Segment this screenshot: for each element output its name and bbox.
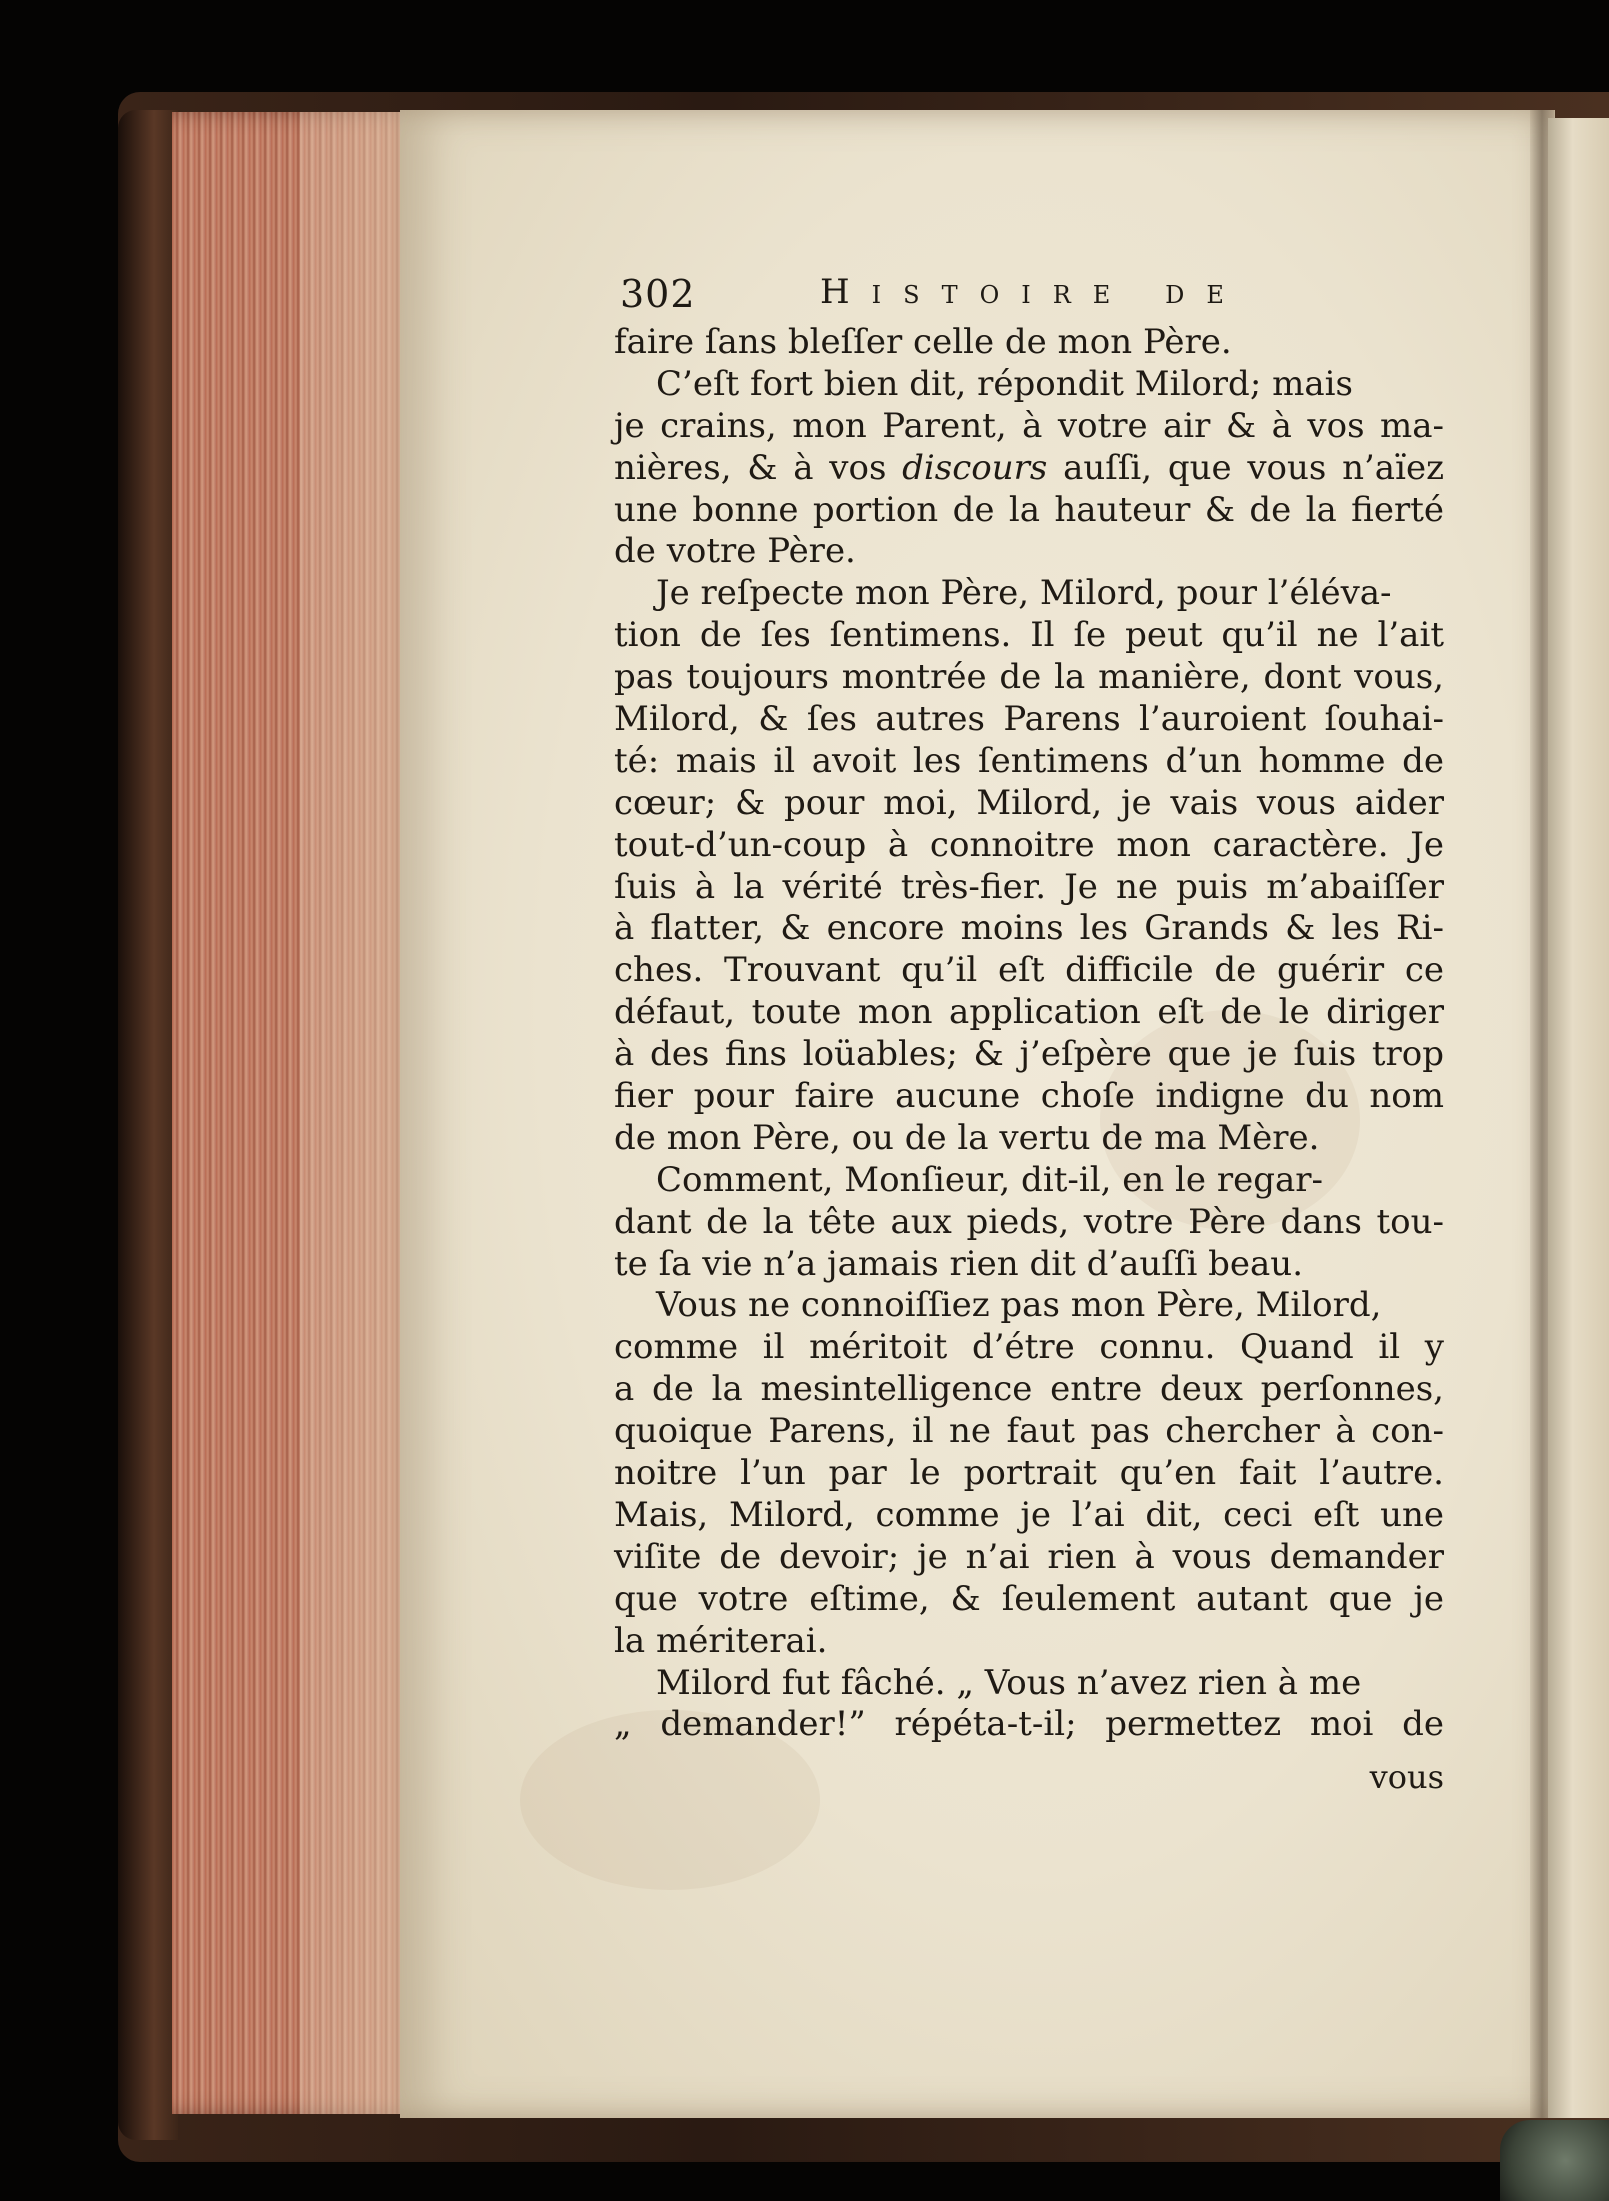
text-line: à des fins loüables; & j’eſpère que je ſuis trop	[614, 1034, 1444, 1075]
text-line: ſuis à la vérité très-fier. Je ne puis m’abaiſſer	[614, 866, 1444, 907]
text-line: dant de la tête aux pieds, votre Père dans tou-	[614, 1201, 1444, 1242]
text-line: C’eſt fort bien dit, répondit Milord; mais	[656, 363, 1353, 404]
catchword: vous	[1369, 1758, 1444, 1796]
text-line: de votre Père.	[614, 531, 856, 572]
book-spine	[118, 110, 178, 2140]
text-line: pas toujours montrée de la manière, dont vous,	[614, 657, 1444, 698]
text-line: fier pour faire aucune choſe indigne du nom	[614, 1076, 1444, 1117]
text-line: Milord fut fâché. „ Vous n’avez rien à me	[656, 1662, 1362, 1703]
text-line: de mon Père, ou de la vertu de ma Mère.	[614, 1117, 1320, 1158]
text-line: je crains, mon Parent, à votre air & à vos ma-	[614, 405, 1444, 446]
text-line: ches. Trouvant qu’il eſt difficile de guérir ce	[614, 950, 1444, 991]
text-line: une bonne portion de la hauteur & de la fierté	[614, 489, 1444, 530]
text-line: Je reſpecte mon Père, Milord, pour l’éléva-	[656, 573, 1392, 614]
text-line: nières, & à vos discours auſſi, que vous n’aïez	[614, 447, 1444, 488]
text-line: noitre l’un par le portrait qu’en fait l’autre.	[614, 1453, 1444, 1494]
book-clasp	[1500, 2120, 1609, 2201]
body-text	[614, 322, 1444, 1746]
text-line: défaut, toute mon application eſt de le diriger	[614, 992, 1444, 1033]
running-title: Histoire de	[820, 272, 1246, 312]
text-line: a de la mesintelligence entre deux perſonnes,	[614, 1369, 1444, 1410]
text-line: Vous ne connoiſſiez pas mon Père, Milord,	[656, 1285, 1382, 1326]
text-line: té: mais il avoit les ſentimens d’un homme de	[614, 740, 1444, 781]
text-line: à flatter, & encore moins les Grands & les Ri-	[614, 908, 1444, 949]
text-line: tion de ſes ſentimens. Il ſe peut qu’il ne l’ait	[614, 615, 1444, 656]
facing-page-edge	[1548, 118, 1609, 2118]
text-line: Milord, & ſes autres Parens l’auroient ſouhai-	[614, 699, 1444, 740]
text-line: cœur; & pour moi, Milord, je vais vous aider	[614, 782, 1444, 823]
text-line: comme il méritoit d’étre connu. Quand il y	[614, 1327, 1444, 1368]
page-number: 302	[620, 272, 696, 316]
text-line: quoique Parens, il ne faut pas chercher à con-	[614, 1411, 1444, 1452]
text-line: faire ſans bleſſer celle de mon Père.	[614, 322, 1232, 362]
page-header	[620, 272, 1440, 322]
italic-word: discours	[902, 447, 1048, 488]
text-line: la mériterai.	[614, 1620, 828, 1661]
text-line: Comment, Monſieur, dit-il, en le regar-	[656, 1159, 1323, 1200]
text-line: „ demander!” répéta-t-il; permettez moi de	[614, 1704, 1444, 1745]
text-line: te ſa vie n’a jamais rien dit d’auſſi beau.	[614, 1243, 1304, 1284]
text-line: Mais, Milord, comme je l’ai dit, ceci eſt une	[614, 1494, 1444, 1535]
text-line: tout-d’un-coup à connoitre mon caractère. Je	[614, 824, 1444, 865]
text-line: que votre eſtime, & ſeulement autant que je	[614, 1578, 1444, 1619]
text-line: viſite de devoir; je n’ai rien à vous demander	[614, 1536, 1444, 1577]
